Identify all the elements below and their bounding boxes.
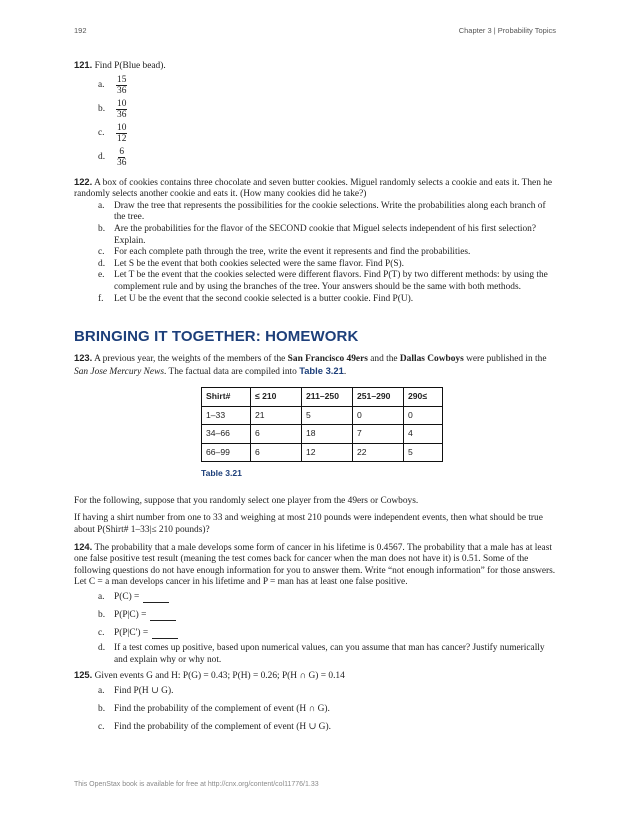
table-link[interactable]: Table 3.21 (299, 365, 344, 377)
table-cell: 4 (404, 425, 443, 444)
table-figure (201, 387, 556, 480)
question-parts (74, 683, 556, 737)
table-row (202, 406, 443, 425)
team-name: Dallas Cowboys (399, 353, 464, 364)
table-cell: 6 (251, 425, 302, 444)
option-c: c. $\frac{10}{12}$ (98, 123, 127, 145)
table-row (202, 425, 443, 444)
page-number: 192 (74, 26, 87, 35)
table-cell: 18 (302, 425, 353, 444)
table-cell: 5 (404, 443, 443, 462)
chapter-title: Chapter 3 | Probability Topics (458, 26, 556, 35)
table-cell: 21 (251, 406, 302, 425)
part-a: a. P(C) = (74, 589, 556, 607)
part-c: c. For each complete path through the tree, write the event it represents and find the probabilities. (98, 247, 471, 258)
question-parts (74, 201, 556, 305)
answer-blank[interactable] (143, 594, 169, 603)
table-header-cell: 211–250 (302, 387, 353, 406)
question-stem: Find P(Blue bead). (94, 61, 166, 71)
part-b: b. P(P|C) = (74, 607, 556, 625)
question-number: 124. (74, 540, 93, 552)
fraction: $\frac{10}{12}$ (117, 123, 127, 145)
question-parts (74, 589, 556, 666)
fraction: $\frac{15}{36}$ (117, 75, 127, 97)
question-stem: The probability that a male develops some form of cancer in his lifetime is 0.4567. The probability that a male has at least one false positive test result (meaning the test comes back for cancer when the man does not have it) is 0.51. Some of the following questions do not have enough information for you to answer them. Write “not enough information” for those answers. Let C = a man develops cancer in his lifetime and P = man has at least one false positive. (74, 542, 556, 588)
table-header-cell: ≤ 210 (251, 387, 302, 406)
option-b: b. $\frac{10}{36}$ (98, 99, 127, 121)
part-a: a. Draw the tree that represents the possibilities for the cookie selections. Write the probabilities along each branch of the tree. (98, 200, 546, 223)
question-125 (74, 669, 556, 737)
question-124 (74, 541, 556, 667)
fraction: $\frac{6}{36}$ (117, 147, 127, 169)
table-row (202, 443, 443, 462)
table-header-cell: 251–290 (353, 387, 404, 406)
table-header-row (202, 387, 443, 406)
question-number: 121. (74, 59, 93, 70)
answer-options (74, 74, 556, 170)
question-122 (74, 176, 556, 306)
table-cell: 0 (404, 406, 443, 425)
part-d: d. Let S be the event that both cookies selected were the same flavor. Find P(S). (98, 258, 405, 269)
paragraph: If having a shirt number from one to 33 and weighing at most 210 pounds were independent events, then what should be true about P(Shirt# 1–33|≤ 210 pounds)? (74, 513, 543, 536)
fraction: $\frac{10}{36}$ (117, 99, 127, 121)
question-stem: Given events G and H: P(G) = 0.43; P(H) = 0.26; P(H ∩ G) = 0.14 (94, 671, 345, 682)
table-header-cell: Shirt# (202, 387, 251, 406)
question-123: 123. A previous year, the weights of the members of the San Francisco 49ers and the Dallas Cowboys were published in the San Jose Mercury News. The factual data are compiled into Table 3.21. Shirt# ≤ 210 211–250 251–290 290≤ 1–33 21 5 0 0 34–66 6 18 7 4 66–99 6 12 22 5 Table 3.21 For the following, suppose that you randomly select one player from the 49ers or Cowboys. If having a shirt number from one to 33 and weighing at most 210 pounds were independent events, then what should be true about P(Shirt# 1–33|≤ 210 pounds)? (74, 352, 556, 537)
part-c: c. P(P|C') = (74, 625, 556, 643)
part-b: b. Are the probabilities for the flavor of the SECOND cookie that Miguel selects independent of his first selection? Explain. (98, 223, 537, 246)
table-cell: 5 (302, 406, 353, 425)
section-title: BRINGING IT TOGETHER: HOMEWORK (74, 328, 359, 346)
part-c: c. Find the probability of the complement of event (H ∪ G). (98, 722, 331, 733)
answer-blank[interactable] (150, 612, 176, 621)
option-d: d. $\frac{6}{36}$ (98, 147, 127, 169)
table-header-cell: 290≤ (404, 387, 443, 406)
weights-table (201, 387, 443, 462)
part-f: f. Let U be the event that the second cookie selected is a butter cookie. Find P(U). (98, 293, 414, 304)
part-e: e. Let T be the event that the cookies selected were different flavors. Find P(T) by two different methods: by using the complement rule and by using the branches of the tree. Your answers should be the same with both methods. (98, 270, 548, 292)
answer-blank[interactable] (152, 630, 178, 639)
table-cell: 34–66 (202, 425, 251, 444)
part-a: a. Find P(H ∪ G). (98, 686, 174, 697)
question-number: 123. (74, 351, 93, 363)
table-cell: 0 (353, 406, 404, 425)
paragraph: For the following, suppose that you randomly select one player from the 49ers or Cowboys. (74, 495, 419, 506)
table-cell: 6 (251, 443, 302, 462)
part-b: b. Find the probability of the complement of event (H ∩ G). (98, 704, 330, 715)
page-content (74, 59, 556, 737)
page-header (74, 26, 556, 38)
table-cell: 1–33 (202, 406, 251, 425)
table-cell: 66–99 (202, 443, 251, 462)
page-footer: This OpenStax book is available for free at http://cnx.org/content/col11776/1.33 (74, 781, 319, 788)
question-number: 122. (74, 175, 93, 187)
option-a: a. $\frac{15}{36}$ (98, 75, 127, 97)
table-cell: 22 (353, 443, 404, 462)
newspaper-name: San Jose Mercury News (74, 367, 164, 378)
table-caption: Table 3.21 (201, 468, 242, 479)
table-cell: 7 (353, 425, 404, 444)
team-name: San Francisco 49ers (287, 353, 368, 364)
question-stem: A box of cookies contains three chocolate and seven butter cookies. Miguel randomly selects a cookie and eats it. Then he randomly selects another cookie and eats it. (How many cookies did he take?) (74, 177, 553, 200)
question-121 (74, 59, 556, 170)
part-d: d. If a test comes up positive, based upon numerical values, can you assume that man has cancer? Justify numerically and explain why or why not. (98, 643, 545, 665)
table-cell: 12 (302, 443, 353, 462)
question-number: 125. (74, 669, 93, 681)
